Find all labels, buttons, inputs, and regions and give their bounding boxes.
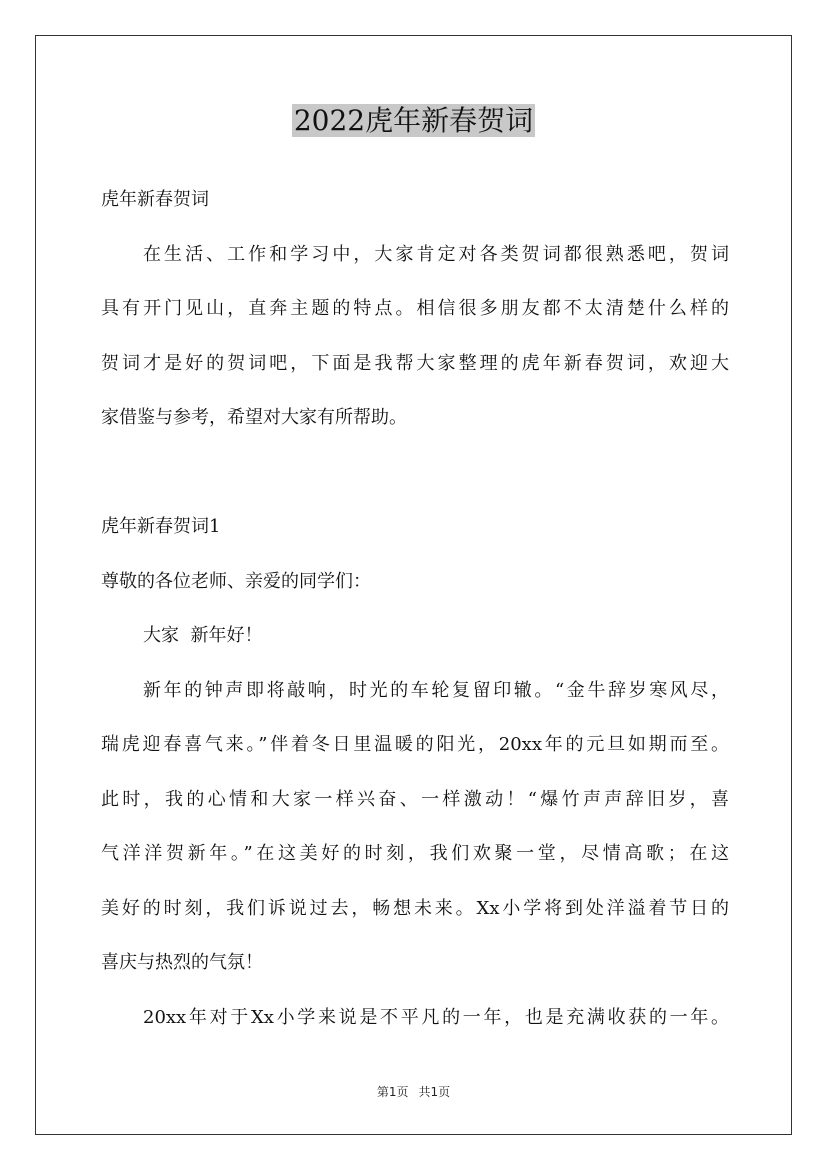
salutation: 尊敬的各位老师、亲爱的同学们： xyxy=(101,570,371,592)
paragraph-spacer xyxy=(101,446,729,501)
page-number-total: 共1页 xyxy=(418,1085,451,1099)
paragraph-line: 具有开门见山，直奔主题的特点。相信很多朋友都不太清楚什么样的 xyxy=(101,298,729,319)
paragraph-line: 贺词才是好的贺词吧，下面是我帮大家整理的虎年新春贺词，欢迎大 xyxy=(101,352,729,374)
greeting: 大家 新年好！ xyxy=(143,625,263,646)
paragraph-line: 在生活、工作和学习中，大家肯定对各类贺词都很熟悉吧，贺词 xyxy=(143,243,729,265)
page-number-current: 第1页 xyxy=(376,1085,409,1099)
document-title-text: 2022虎年新春贺词 xyxy=(293,104,534,137)
document-title xyxy=(0,101,827,141)
section-heading-intro: 虎年新春贺词 xyxy=(101,189,209,210)
page-footer xyxy=(0,1083,827,1100)
document-body xyxy=(101,173,729,1045)
paragraph-line: 瑞虎迎春喜气来。”伴着冬日里温暖的阳光，20xx年的元旦如期而至。 xyxy=(101,734,729,755)
paragraph-line: 气洋洋贺新年。”在这美好的时刻，我们欢聚一堂，尽情高歌；在这 xyxy=(101,843,729,864)
paragraph-line: 20xx年对于Xx小学来说是不平凡的一年，也是充满收获的一年。 xyxy=(143,1006,729,1028)
paragraph-line: 此时，我的心情和大家一样兴奋、一样激动！“爆竹声声辞旧岁，喜 xyxy=(101,788,729,810)
paragraph-line: 新年的钟声即将敲响，时光的车轮复留印辙。“金牛辞岁寒风尽， xyxy=(143,679,729,701)
paragraph-line: 喜庆与热烈的气氛！ xyxy=(101,952,263,973)
paragraph-line: 美好的时刻，我们诉说过去，畅想未来。Xx小学将到处洋溢着节日的 xyxy=(101,897,729,919)
section-heading-1: 虎年新春贺词1 xyxy=(101,516,221,537)
paragraph-line: 家借鉴与参考，希望对大家有所帮助。 xyxy=(101,407,407,428)
